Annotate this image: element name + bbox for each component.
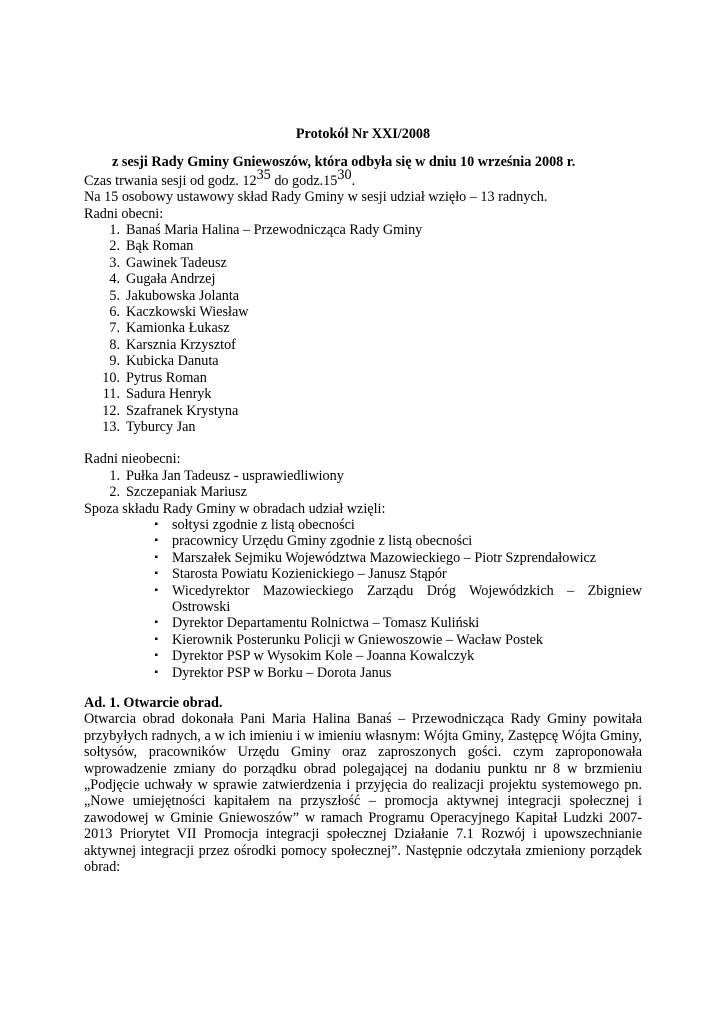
list-number: 8. bbox=[109, 336, 120, 353]
section-body: Otwarcia obrad dokonała Pani Maria Halina Banaś – Przewodnicząca Rady Gminy powitała przybyłych radnych, a w ich imieniu i w imieniu własnym: Wójta Gminy, Zastępcę Wójta Gminy, sołtysów, pracowników Urzędu Gminy oraz zaproszonych gości. czym zaproponowała wprowadzenie zmiany do porządku obrad polegającej na dodaniu punktu nr 8 w brzmieniu „Podjęcie uchwały w sprawie zatwierdzenia i przyjęcia do realizacji projektu systemowego pn. „Nowe umiejętności kapitałem na przyszłość – promocja aktywnej integracji społecznej i zawodowej w Gminie Gniewoszów” w ramach Programu Operacyjnego Kapitał Ludzki 2007-2013 Priorytet VII Promocja integracji społecznej Działanie 7.1 Rozwój i upowszechnianie aktywnej integracji przez ośrodki pomocy społecznej”. Następnie odczytała zmieniony porządek obrad: bbox=[84, 711, 642, 876]
guest-text: Wicedyrektor Mazowieckiego Zarządu Dróg Wojewódzkich – Zbigniew Ostrowski bbox=[172, 582, 642, 615]
list-item bbox=[84, 222, 642, 238]
square-bullet-icon: ▪ bbox=[154, 617, 158, 629]
list-text: Bąk Roman bbox=[126, 238, 194, 255]
list-item bbox=[84, 255, 642, 271]
list-text: Banaś Maria Halina – Przewodnicząca Rady Gminy bbox=[126, 222, 423, 239]
list-number: 2. bbox=[109, 238, 120, 255]
list-item bbox=[84, 271, 642, 287]
list-text: Tyburcy Jan bbox=[126, 418, 196, 435]
section-heading: Ad. 1. Otwarcie obrad. bbox=[84, 695, 223, 711]
guests-label: Spoza składu Rady Gminy w obradach udział wzięli: bbox=[84, 500, 386, 517]
guest-text: pracownicy Urzędu Gminy zgodnie z listą obecności bbox=[172, 533, 473, 550]
list-item bbox=[84, 353, 642, 369]
present-list bbox=[84, 222, 642, 435]
list-text: Kamionka Łukasz bbox=[126, 320, 230, 337]
square-bullet-icon: ▪ bbox=[154, 518, 158, 530]
list-text: Kubicka Danuta bbox=[126, 353, 219, 370]
list-item bbox=[84, 288, 642, 304]
absent-list bbox=[84, 468, 642, 501]
list-item bbox=[84, 484, 642, 500]
guest-item bbox=[84, 583, 642, 616]
list-number: 5. bbox=[109, 287, 120, 304]
list-text: Karsznia Krzysztof bbox=[126, 336, 236, 353]
guest-item bbox=[84, 615, 642, 631]
list-item bbox=[84, 468, 642, 484]
list-number: 12. bbox=[102, 402, 120, 419]
guest-item bbox=[84, 550, 642, 566]
square-bullet-icon: ▪ bbox=[154, 666, 158, 678]
guest-text: Marszałek Sejmiku Województwa Mazowieckiego – Piotr Szprendałowicz bbox=[172, 549, 597, 566]
list-number: 1. bbox=[109, 467, 120, 484]
list-number: 4. bbox=[109, 271, 120, 288]
list-number: 2. bbox=[109, 484, 120, 501]
list-number: 9. bbox=[109, 353, 120, 370]
list-text: Szafranek Krystyna bbox=[126, 402, 239, 419]
guest-item bbox=[84, 632, 642, 648]
guest-item bbox=[84, 566, 642, 582]
guest-text: Dyrektor PSP w Borku – Dorota Janus bbox=[172, 664, 392, 681]
guest-text: Starosta Powiatu Kozienickiego – Janusz Stąpór bbox=[172, 566, 447, 583]
list-number: 7. bbox=[109, 320, 120, 337]
list-item bbox=[84, 403, 642, 419]
session-time-suffix: . bbox=[351, 172, 356, 189]
list-number: 1. bbox=[109, 222, 120, 239]
guest-item bbox=[84, 665, 642, 681]
list-text: Gugała Andrzej bbox=[126, 271, 216, 288]
square-bullet-icon: ▪ bbox=[154, 535, 158, 547]
guest-item bbox=[84, 533, 642, 549]
list-item bbox=[84, 419, 642, 435]
guest-text: Dyrektor PSP w Wysokim Kole – Joanna Kowalczyk bbox=[172, 648, 475, 665]
square-bullet-icon: ▪ bbox=[154, 551, 158, 563]
list-number: 11. bbox=[102, 386, 120, 403]
list-number: 6. bbox=[109, 304, 120, 321]
list-text: Pytrus Roman bbox=[126, 369, 207, 386]
guest-item bbox=[84, 648, 642, 664]
guest-item bbox=[84, 517, 642, 533]
list-item bbox=[84, 386, 642, 402]
guests-list bbox=[84, 517, 642, 681]
square-bullet-icon: ▪ bbox=[154, 650, 158, 662]
list-text: Sadura Henryk bbox=[126, 386, 212, 403]
list-text: Jakubowska Jolanta bbox=[126, 287, 240, 304]
list-item bbox=[84, 304, 642, 320]
list-item bbox=[84, 320, 642, 336]
list-item bbox=[84, 370, 642, 386]
document-body bbox=[84, 126, 642, 875]
document-title: Protokół Nr XXI/2008 bbox=[295, 126, 431, 142]
square-bullet-icon: ▪ bbox=[154, 568, 158, 580]
square-bullet-icon: ▪ bbox=[154, 633, 158, 645]
list-item bbox=[84, 238, 642, 254]
list-text: Gawinek Tadeusz bbox=[126, 254, 227, 271]
guest-text: Kierownik Posterunku Policji w Gniewoszowie – Wacław Postek bbox=[172, 631, 543, 648]
session-time-mid: do godz.15 bbox=[270, 172, 338, 189]
session-time bbox=[84, 166, 642, 189]
list-number: 3. bbox=[109, 254, 120, 271]
list-number: 13. bbox=[102, 418, 120, 435]
document-subtitle: z sesji Rady Gminy Gniewoszów, która odbyła się w dniu 10 września 2008 r. bbox=[112, 154, 576, 171]
square-bullet-icon: ▪ bbox=[154, 584, 158, 596]
absent-label: Radni nieobecni: bbox=[84, 451, 181, 468]
guest-text: Dyrektor Departamentu Rolnictwa – Tomasz Kuliński bbox=[172, 615, 480, 632]
session-start-minutes: 35 bbox=[256, 166, 271, 183]
session-time-prefix: Czas trwania sesji od godz. 12 bbox=[84, 172, 257, 189]
list-number: 10. bbox=[102, 369, 120, 386]
present-label: Radni obecni: bbox=[84, 205, 164, 222]
list-item bbox=[84, 337, 642, 353]
list-text: Pułka Jan Tadeusz - usprawiedliwiony bbox=[126, 467, 344, 484]
guest-text: sołtysi zgodnie z listą obecności bbox=[172, 516, 355, 533]
attendance-text: Na 15 osobowy ustawowy skład Rady Gminy w sesji udział wzięło – 13 radnych. bbox=[84, 189, 548, 206]
list-text: Szczepaniak Mariusz bbox=[126, 484, 247, 501]
session-end-minutes: 30 bbox=[337, 166, 352, 183]
list-text: Kaczkowski Wiesław bbox=[126, 304, 249, 321]
